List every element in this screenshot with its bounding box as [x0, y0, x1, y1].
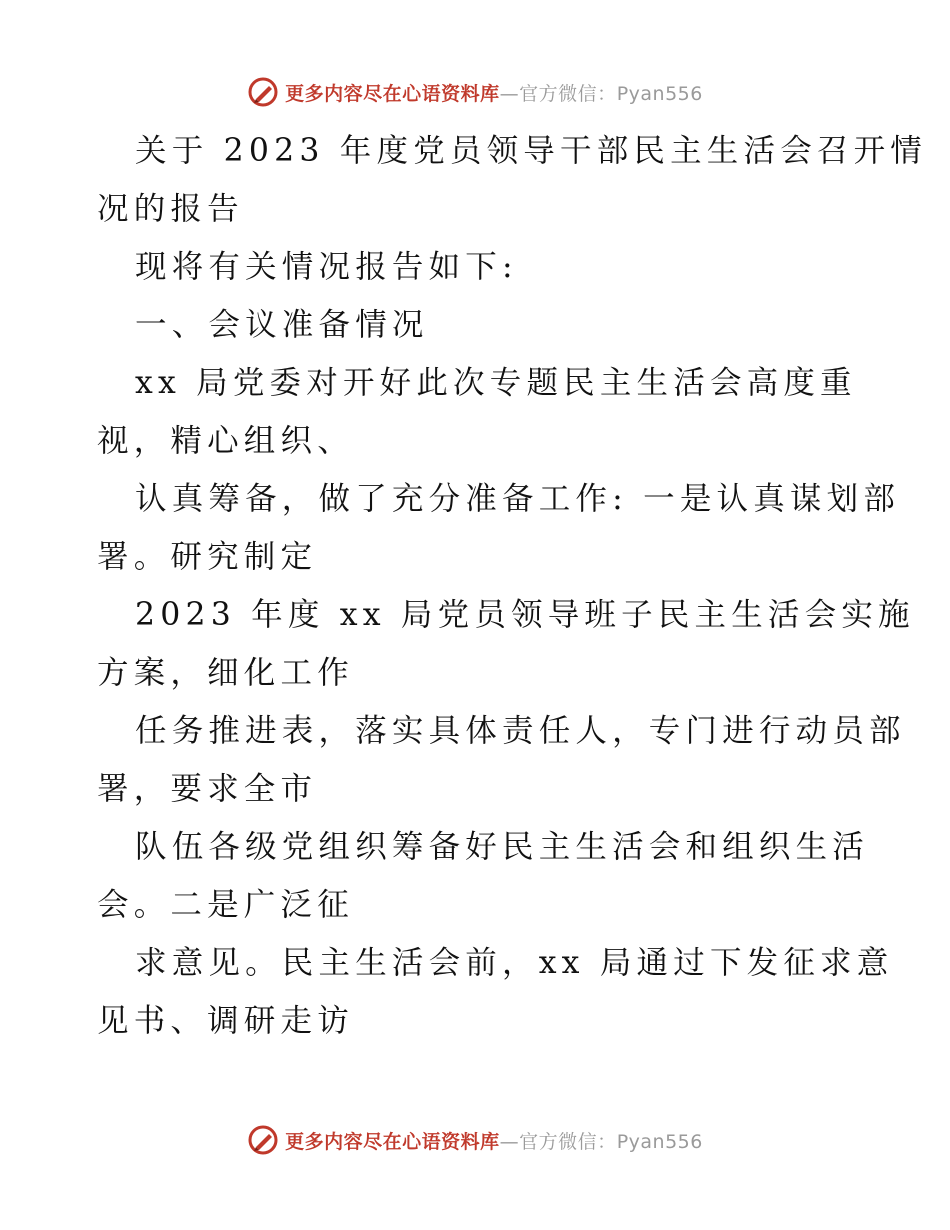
text-line: 见书、调研走访 — [97, 1003, 354, 1039]
pen-logo-icon — [247, 1124, 279, 1156]
watermark-text: 更多内容尽在心语资料库—官方微信：Pyan556 — [285, 1130, 703, 1153]
text-line: 一、会议准备情况 — [135, 307, 429, 343]
text-line: 2023 年度 xx 局党员领导班子民主生活会实施 — [135, 597, 915, 633]
watermark-text: 更多内容尽在心语资料库—官方微信：Pyan556 — [285, 82, 703, 105]
footer-watermark — [0, 1120, 950, 1160]
text-line: 认真筹备，做了充分准备工作: 一是认真谋划部 — [135, 481, 901, 517]
text-line: xx 局党委对开好此次专题民主生活会高度重 — [135, 365, 857, 401]
text-line: 现将有关情况报告如下: — [135, 249, 518, 285]
document-body — [97, 122, 927, 1050]
text-line: 署，要求全市 — [97, 771, 318, 807]
text-line: 求意见。民主生活会前，xx 局通过下发征求意 — [135, 945, 894, 981]
text-line: 会。二是广泛征 — [97, 887, 354, 923]
text-line: 况的报告 — [97, 191, 244, 227]
text-line: 任务推进表，落实具体责任人，专门进行动员部 — [135, 713, 906, 749]
text-line: 队伍各级党组织筹备好民主生活会和组织生活 — [135, 829, 870, 865]
text-line: 署。研究制定 — [97, 539, 318, 575]
pen-logo-icon — [247, 76, 279, 108]
text-line: 视，精心组织、 — [97, 423, 354, 459]
text-line: 方案，细化工作 — [97, 655, 354, 691]
header-watermark — [0, 72, 950, 112]
text-line: 关于 2023 年度党员领导干部民主生活会召开情 — [135, 133, 927, 169]
